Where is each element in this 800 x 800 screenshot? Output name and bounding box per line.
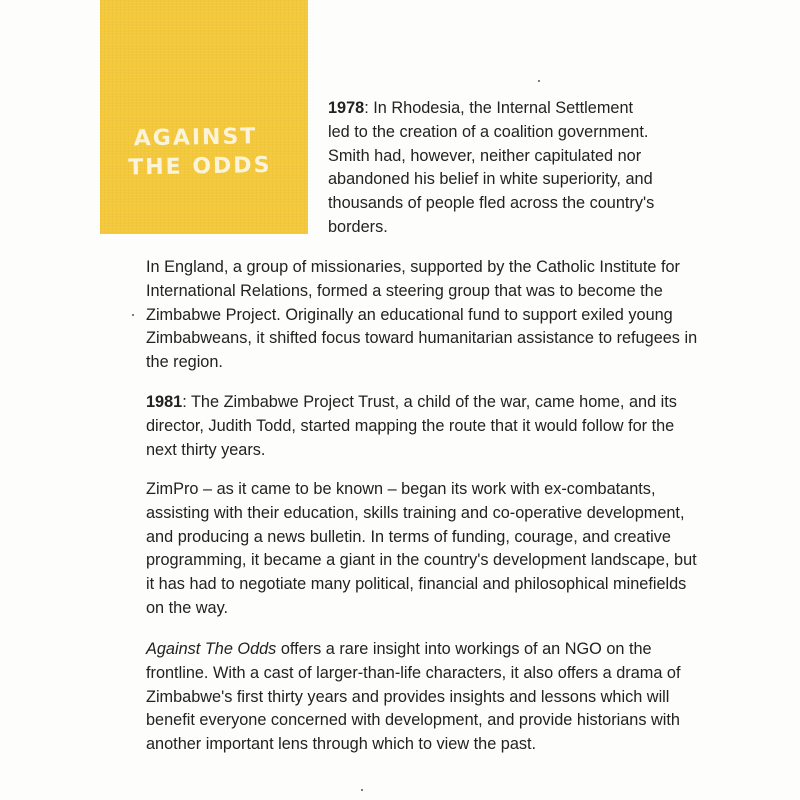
paragraph-1981-text: : The Zimbabwe Project Trust, a child of the war, came home, and its director, Judith Todd, started mapping the route that it would follow for the next thirty years.: [146, 393, 677, 459]
paragraph-england-text: In England, a group of missionaries, supported by the Catholic Institute for International Relations, formed a steering group that was to become the Zimbabwe Project. Originally an educational fund to support exiled young Zimbabweans, it shifted focus toward humanitarian assistance to refugees in the region.: [146, 258, 698, 372]
book-title-line-2: THE ODDS: [128, 152, 272, 181]
summary-book-title: Against The Odds: [146, 640, 277, 658]
book-title-line-1: AGAINST: [133, 124, 258, 152]
paragraph-zimpro: [146, 478, 706, 621]
paragraph-1978: [328, 97, 658, 240]
year-1978: 1978: [328, 99, 365, 117]
paragraph-zimpro-text: ZimPro – as it came to be known – began its work with ex-combatants, assisting with their education, skills training and co-operative development, and producing a news bulletin. In terms of funding, courage, and creative programming, it became a giant in the country's development landscape, but it has had to negotiate many political, financial and philosophical minefields on the way.: [146, 480, 697, 617]
paragraph-summary: [146, 638, 716, 757]
paragraph-summary-text: offers a rare insight into workings of an NGO on the frontline. With a cast of larger-than-life characters, it also offers a drama of Zimbabwe's first thirty years and provides insights and lessons which will benefit everyone concerned with development, and provide historians with another important lens through which to view the past.: [146, 640, 681, 754]
scan-speck: [132, 314, 134, 316]
book-title: [128, 122, 299, 183]
title-block: [100, 0, 308, 234]
year-1981: 1981: [146, 393, 183, 411]
paragraph-1981: [146, 391, 706, 462]
scan-speck: [361, 789, 363, 791]
paragraph-1978-text: : In Rhodesia, the Internal Settlement led to the creation of a coalition government. Smith had, however, neither capitulated nor abandoned his belief in white superiority, and thousands of people fled across the country's borders.: [328, 99, 655, 236]
scan-speck: [538, 80, 540, 82]
paragraph-england: [146, 256, 706, 375]
